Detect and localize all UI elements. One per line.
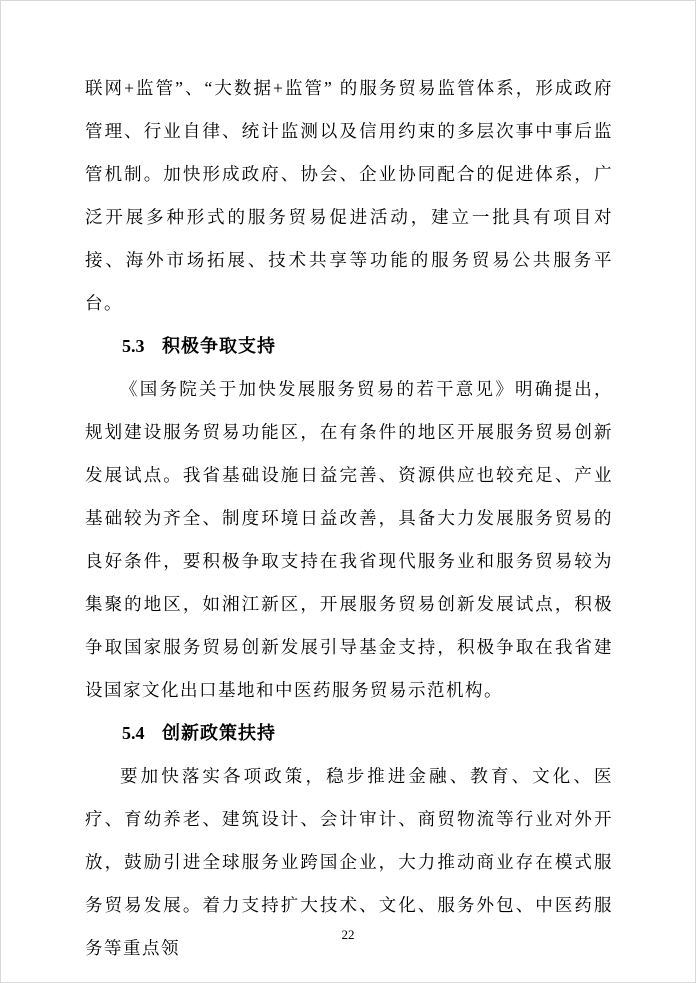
page-footer [1, 926, 695, 944]
section-title: 创新政策扶持 [162, 723, 276, 743]
section-number: 5.3 [122, 336, 145, 356]
section-number: 5.4 [122, 723, 145, 743]
paragraph: 《国务院关于加快发展服务贸易的若干意见》明确提出，规划建设服务贸易功能区，在有条件的地区开展服务贸易创新发展试点。我省基础设施日益完善、资源供应也较充足、产业基础较为齐全、制度环境日益改善，具备大力发展服务贸易的良好条件，要积极争取支持在我省现代服务业和服务贸易较为集聚的地区，如湘江新区，开展服务贸易创新发展试点，积极争取国家服务贸易创新发展引导基金支持，积极争取在我省建设国家文化出口基地和中医药服务贸易示范机构。 [85, 379, 613, 700]
paragraph: 要加快落实各项政策，稳步推进金融、教育、文化、医疗、育幼养老、建筑设计、会计审计、商贸物流等行业对外开放，鼓励引进全球服务业跨国企业，大力推动商业存在模式服务贸易发展。着力支持扩大技术、文化、服务外包、中医药服务等重点领 [85, 766, 613, 958]
section-title: 积极争取支持 [162, 336, 276, 356]
document-body [85, 67, 613, 970]
paragraph-continuation: 联网+监管”、“大数据+监管” 的服务贸易监管体系，形成政府管理、行业自律、统计监测以及信用约束的多层次事中事后监管机制。加快形成政府、协会、企业协同配合的促进体系，广泛开展多种形式的服务贸易促进活动，建立一批具有项目对接、海外市场拓展、技术共享等功能的服务贸易公共服务平台。 [85, 78, 613, 313]
page-number: 22 [341, 927, 355, 942]
section-heading-5-3 [85, 325, 613, 368]
section-heading-5-4 [85, 712, 613, 755]
